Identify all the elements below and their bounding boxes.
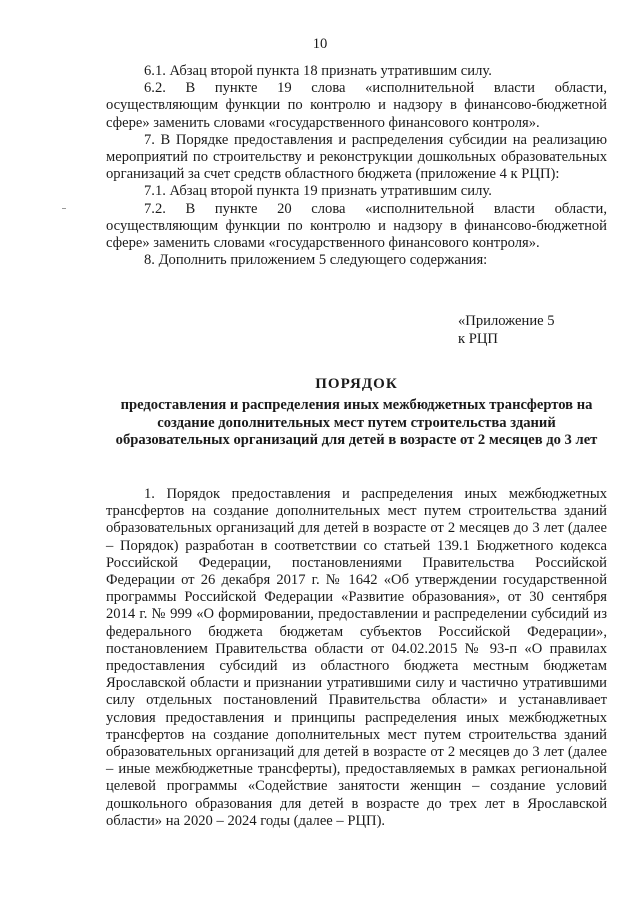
- paragraph-7: 7. В Порядке предоставления и распределения субсидии на реализацию мероприятий по строительству и реконструкции дошкольных образовательных организаций за счет средств областного бюджета (приложение 4 к РЦП):: [106, 131, 607, 183]
- paragraph-8: 8. Дополнить приложением 5 следующего содержания:: [144, 252, 488, 269]
- appendix-line-1: «Приложение 5: [458, 313, 555, 329]
- paragraph-7-2: 7.2. В пункте 20 слова «исполнительной власти области, осуществляющим функции по контролю и надзору в финансово-бюджетной сфере» заменить словами «государственного финансового контроля».: [106, 200, 607, 252]
- appendix-reference: [458, 313, 598, 348]
- amendments-block: [106, 63, 607, 269]
- main-text-block: [106, 486, 607, 830]
- paragraph-6-2: 6.2. В пункте 19 слова «исполнительной власти области, осуществляющим функции по контролю и надзору в финансово-бюджетной сфере» заменить словами «государственного финансового контроля».: [106, 80, 607, 131]
- document-subtitle: предоставления и распределения иных межбюджетных трансфертов на создание дополнительных мест путем строительства зданий образовательных организаций для детей в возрасте от 2 месяцев до 3 лет: [115, 397, 598, 448]
- paragraph-6-1: 6.1. Абзац второй пункта 18 признать утратившим силу.: [144, 63, 492, 79]
- paragraph-7-1: 7.1. Абзац второй пункта 19 признать утратившим силу.: [144, 183, 492, 200]
- margin-mark: [62, 208, 66, 209]
- page-number: 10: [312, 36, 328, 52]
- appendix-line-2: к РЦП: [458, 330, 498, 347]
- document-title: ПОРЯДОК: [315, 376, 398, 392]
- paragraph-1: 1. Порядок предоставления и распределения иных межбюджетных трансфертов на создание дополнительных мест путем строительства зданий образовательных организаций для детей в возрасте от 2 месяцев до 3 лет (далее – Порядок) разработан в соответствии со статьей 139.1 Бюджетного кодекса Российской Федерации, постановлениями Правительства Российской Федерации от 26 декабря 2017 г. № 1642 «Об утверждении государственной программы Российской Федерации «Развитие образования», от 30 сентября 2014 г. № 999 «О формировании, предоставлении и распределении субсидий из федерального бюджета бюджетам субъектов Российской Федерации», постановлением Правительства области от 04.02.2015 № 93-п «О правилах предоставления субсидий из областного бюджета местным бюджетам Ярославской области и признании утратившими силу и частично утратившими силу отдельных постановлений Правительства области» и устанавливает условия предоставления и принципы распределения иных межбюджетных трансфертов на создание дополнительных мест путем строительства зданий образовательных организаций для детей в возрасте от 2 месяцев до 3 лет (далее – иные межбюджетные трансферты), предоставляемых в рамках региональной целевой программы «Содействие занятости женщин – создание условий дошкольного образования для детей в возрасте до трех лет в Ярославской области» на 2020 – 2024 годы (далее – РЦП).: [106, 486, 607, 829]
